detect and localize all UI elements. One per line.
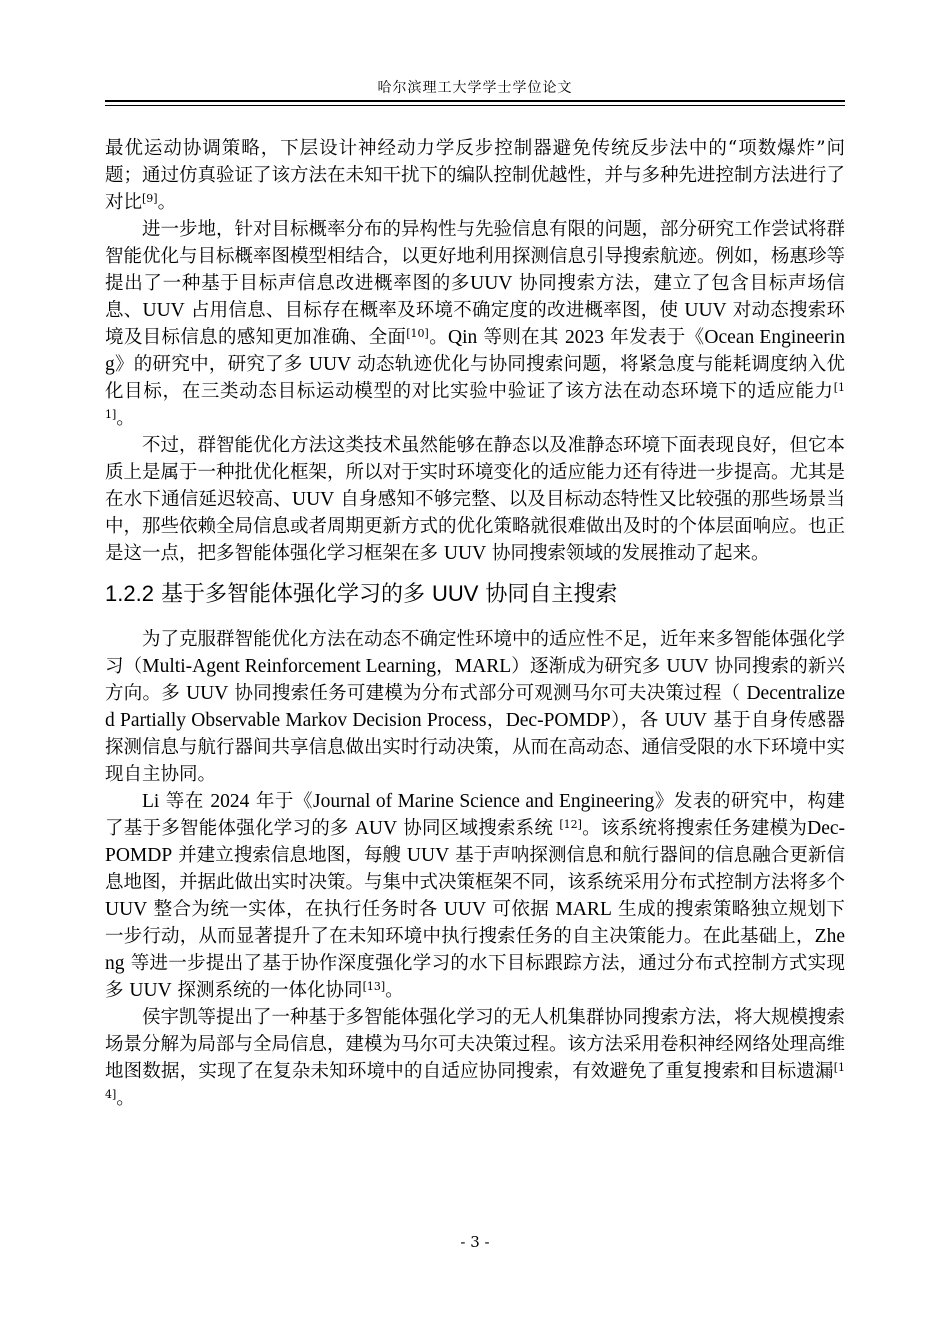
body-text [105, 135, 845, 1112]
paragraph: 为了克服群智能优化方法在动态不确定性环境中的适应性不足，近年来多智能体强化学习（Multi-Agent Reinforcement Learning，MARL）逐渐成为研究多 UUV 协同搜索的新兴方向。多 UUV 协同搜索任务可建模为分布式部分可观测马尔可夫决策过程（ Decentralized Partially Observable Markov Decision Process，Dec-POMDP），各 UUV 基于自身传感器探测信息与航行器间共享信息做出实时行动决策，从而在高动态、通信受限的水下环境中实现自主协同。 [105, 629, 846, 785]
paragraph: Li 等在 2024 年于《Journal of Marine Science and Engineering》发表的研究中，构建了基于多智能体强化学习的多 AUV 协同区域搜索系统 [12]。该系统将搜索任务建模为Dec-POMDP 并建立搜索信息地图，每艘 UUV 基于声呐探测信息和航行器间的信息融合更新信息地图，并据此做出实时决策。与集中式决策框架不同，该系统采用分布式控制方法将多个 UUV 整合为统一实体，在执行任务时各 UUV 可依据 MARL 生成的搜索策略独立规划下一步行动，从而显著提升了在未知环境中执行搜索任务的自主决策能力。在此基础上，Zheng 等进一步提出了基于协作深度强化学习的水下目标跟踪方法，通过分布式控制方式实现多 UUV 探测系统的一体化协同[13]。 [105, 791, 846, 1001]
section-number: 1.2.2 [105, 581, 154, 606]
paragraph: 不过，群智能优化方法这类技术虽然能够在静态以及准静态环境下面表现良好，但它本质上是属于一种批优化框架，所以对于实时环境变化的适应能力还有待进一步提高。尤其是在水下通信延迟较高、UUV 自身感知不够完整、以及目标动态特性又比较强的那些场景当中，那些依赖全局信息或者周期更新方式的优化策略就很难做出及时的个体层面响应。也正是这一点，把多智能体强化学习框架在多 UUV 协同搜索领域的发展推动了起来。 [105, 435, 846, 564]
citation: [12] [559, 818, 582, 831]
citation: [10] [406, 327, 429, 340]
running-header: 哈尔滨理工大学学士学位论文 [377, 80, 573, 96]
paragraph-continued: 最优运动协调策略，下层设计神经动力学反步控制器避免传统反步法中的“项数爆炸”问题；通过仿真验证了该方法在未知干扰下的编队控制优越性，并与多种先进控制方法进行了对比[9]。 [105, 138, 846, 213]
paragraph: 侯宇凯等提出了一种基于多智能体强化学习的无人机集群协同搜索方法，将大规模搜索场景分解为局部与全局信息，建模为马尔可夫决策过程。该方法采用卷积神经网络处理高维地图数据，实现了在复杂未知环境中的自适应协同搜索，有效避免了重复搜索和目标遗漏[14]。 [105, 1007, 846, 1109]
citation: [13] [362, 980, 386, 993]
header-rule-thick [105, 100, 845, 102]
citation: [14] [105, 1061, 845, 1101]
section-title: 基于多智能体强化学习的多 [160, 582, 425, 607]
citation: [11] [105, 381, 845, 421]
page-number: - 3 - [460, 1233, 490, 1251]
section-heading: 1.2.2 基于多智能体强化学习的多 UUV 协同自主搜索 [105, 581, 618, 607]
paragraph: 进一步地，针对目标概率分布的异构性与先验信息有限的问题，部分研究工作尝试将群智能优化与目标概率图模型相结合，以更好地利用探测信息引导搜索航迹。例如，杨惠珍等提出了一种基于目标声信息改进概率图的多UUV 协同搜索方法，建立了包含目标声场信息、UUV 占用信息、目标存在概率及环境不确定度的改进概率图，使 UUV 对动态搜索环境及目标信息的感知更加准确、全面[10]。Qin 等则在其 2023 年发表于《Ocean Engineering》的研究中，研究了多 UUV 动态轨迹优化与协同搜索问题，将紧急度与能耗调度纳入优化目标，在三类动态目标运动模型的对比实验中验证了该方法在动态环境下的适应能力[11]。 [105, 219, 846, 429]
citation: [9] [142, 192, 158, 205]
header-rule-thin [105, 105, 845, 106]
